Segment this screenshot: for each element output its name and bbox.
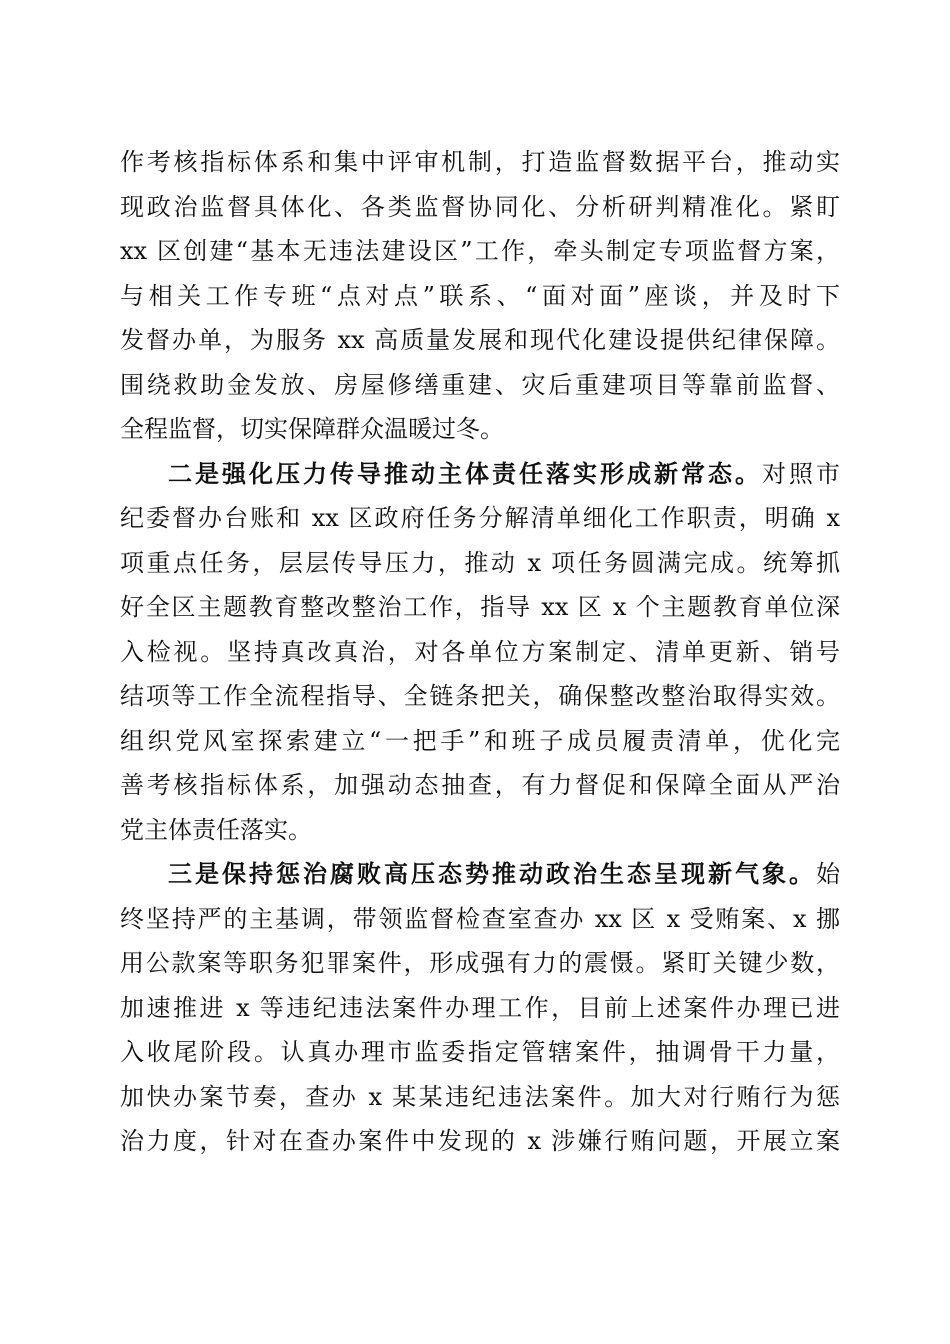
text-line: 加快办案节奏，查办 x 某某违纪违法案件。加大对行贿行为惩 bbox=[120, 1082, 840, 1111]
text-line: 纪委督办台账和 xx 区政府任务分解清单细化工作职责，明确 x bbox=[120, 504, 840, 532]
text-line: 终坚持严的主基调，带领监督检查室查办 xx 区 x 受贿案、x 挪 bbox=[120, 904, 840, 933]
text-line: 现政治监督具体化、各类监督协同化、分析研判精准化。紧盯 bbox=[120, 192, 840, 221]
text-line: 全程监督，切实保障群众温暖过冬。 bbox=[120, 415, 504, 443]
paragraph-lead-rest: 对照市 bbox=[762, 459, 840, 488]
paragraph-lead-heading: 三是保持惩治腐败高压态势推动政治生态呈现新气象。 bbox=[168, 859, 816, 888]
text-line: 党主体责任落实。 bbox=[120, 815, 312, 844]
text-line: 与相关工作专班“点对点”联系、“面对面”座谈，并及时下 bbox=[120, 281, 840, 310]
text-line: 入检视。坚持真改真治，对各单位方案制定、清单更新、销号 bbox=[120, 637, 840, 666]
paragraph-lead-rest: 始 bbox=[816, 860, 840, 888]
text-line: 好全区主题教育整改整治工作，指导 xx 区 x 个主题教育单位深 bbox=[120, 593, 840, 621]
text-line: 善考核指标体系，加强动态抽查，有力督促和保障全面从严治 bbox=[120, 771, 840, 799]
text-line: 作考核指标体系和集中评审机制，打造监督数据平台，推动实 bbox=[120, 148, 840, 176]
text-line: 用公款案等职务犯罪案件，形成强有力的震慑。紧盯关键少数， bbox=[120, 949, 840, 977]
text-line: 发督办单，为服务 xx 高质量发展和现代化建设提供纪律保障。 bbox=[120, 326, 840, 354]
text-line: 项重点任务，层层传导压力，推动 x 项任务圆满完成。统筹抓 bbox=[120, 548, 840, 577]
text-line: xx 区创建“基本无违法建设区”工作，牵头制定专项监督方案， bbox=[120, 237, 840, 265]
text-line: 组织党风室探索建立“一把手”和班子成员履责清单，优化完 bbox=[120, 726, 840, 755]
text-line: 结项等工作全流程指导、全链条把关，确保整改整治取得实效。 bbox=[120, 682, 840, 710]
text-line: 围绕救助金发放、房屋修缮重建、灾后重建项目等靠前监督、 bbox=[120, 370, 840, 399]
paragraph-first-line bbox=[120, 452, 840, 497]
text-line: 入收尾阶段。认真办理市监委指定管辖案件，抽调骨干力量， bbox=[120, 1038, 840, 1066]
paragraph-first-line bbox=[120, 852, 840, 897]
paragraph-lead-heading: 二是强化压力传导推动主体责任落实形成新常态。 bbox=[168, 458, 762, 488]
text-line: 治力度，针对在查办案件中发现的 x 涉嫌行贿问题，开展立案 bbox=[120, 1127, 840, 1155]
body-text bbox=[120, 140, 840, 1164]
text-line: 加速推进 x 等违纪违法案件办理工作，目前上述案件办理已进 bbox=[120, 993, 840, 1022]
